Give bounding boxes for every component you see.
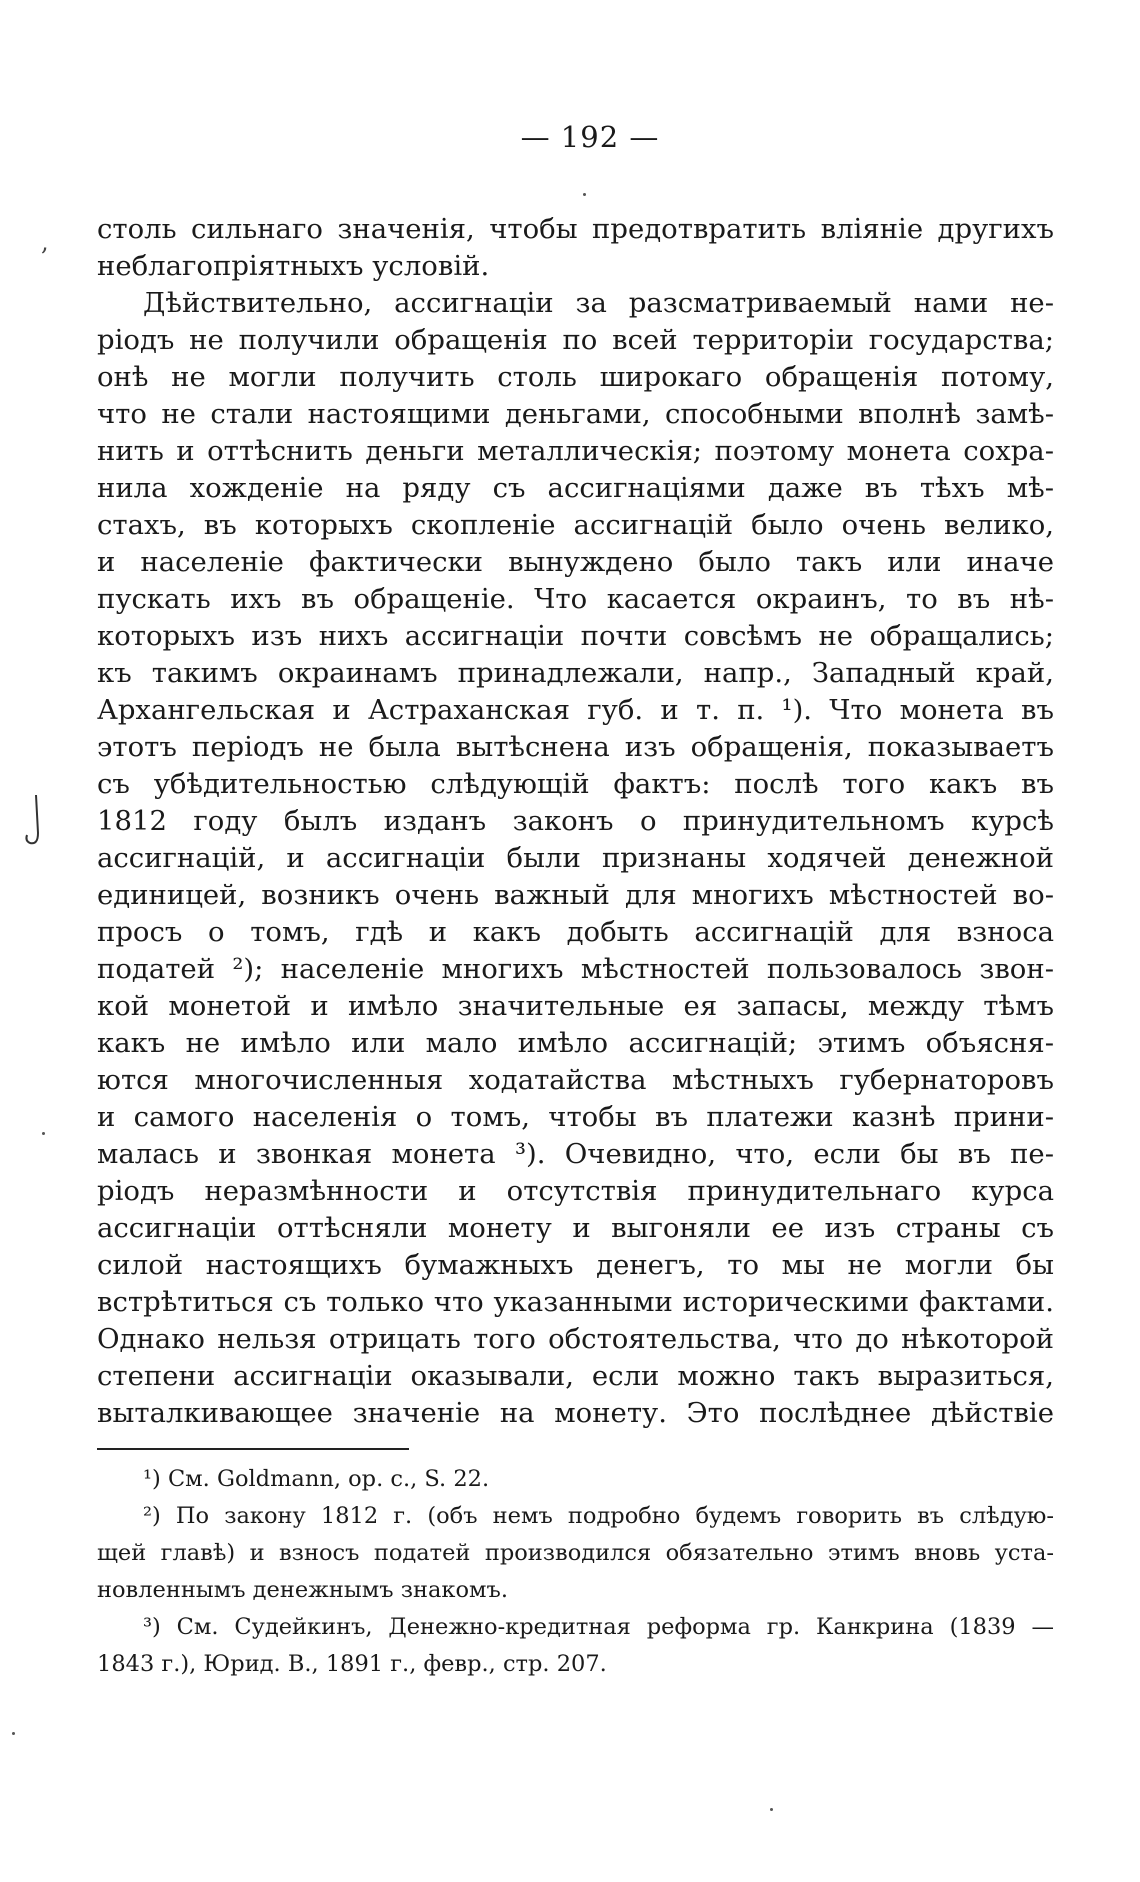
body-line: степени ассигнаціи оказывали, если можно такъ выразиться,: [97, 1360, 1054, 1392]
body-line: что не стали настоящими деньгами, способными вполнѣ замѣ-: [97, 398, 1054, 430]
scan-speck: [42, 1132, 45, 1135]
body-line: къ такимъ окраинамъ принадлежали, напр., Западный край,: [97, 657, 1054, 689]
body-line: ріодъ неразмѣнности и отсутствія принудительнаго курса: [97, 1175, 1054, 1207]
scan-speck: [770, 1808, 773, 1811]
body-line: этотъ періодъ не была вытѣснена изъ обращенія, показываетъ: [97, 731, 1054, 763]
footnote-line: новленнымъ денежнымъ знакомъ.: [97, 1577, 508, 1603]
body-line: единицей, возникъ очень важный для многихъ мѣстностей во-: [97, 879, 1054, 911]
body-line: ются многочисленныя ходатайства мѣстныхъ губернаторовъ: [97, 1064, 1054, 1096]
scan-speck: [12, 1732, 15, 1735]
margin-check-mark: [22, 793, 52, 853]
body-line: кой монетой и имѣло значительные ея запасы, между тѣмъ: [97, 990, 1054, 1022]
body-line: просъ о томъ, гдѣ и какъ добыть ассигнацій для взноса: [97, 916, 1054, 948]
body-line: выталкивающее значеніе на монету. Это послѣднее дѣйствіе: [97, 1397, 1054, 1429]
body-line: ассигнаціи оттѣсняли монету и выгоняли ее изъ страны съ: [97, 1212, 1054, 1244]
footnote-line: 1843 г.), Юрид. В., 1891 г., февр., стр. 207.: [97, 1651, 607, 1677]
body-line: нила хожденіе на ряду съ ассигнаціями даже въ тѣхъ мѣ-: [97, 472, 1054, 504]
body-line: какъ не имѣло или мало имѣло ассигнацій; этимъ объясня-: [97, 1027, 1054, 1059]
body-line: съ убѣдительностью слѣдующій фактъ: послѣ того какъ въ: [97, 768, 1054, 800]
body-line: ассигнацій, и ассигнаціи были признаны ходячей денежной: [97, 842, 1054, 874]
body-line: встрѣтиться съ только что указанными историческими фактами.: [97, 1286, 1054, 1318]
body-line: стахъ, въ которыхъ скопленіе ассигнацій было очень велико,: [97, 509, 1054, 541]
footnote-line: ¹) См. Goldmann, op. c., S. 22.: [143, 1466, 490, 1492]
footnote-line: ³) См. Судейкинъ, Денежно-кредитная реформа гр. Канкрина (1839 —: [143, 1614, 1054, 1640]
body-line: столь сильнаго значенія, чтобы предотвратить вліяніе другихъ: [97, 213, 1054, 245]
body-line: 1812 году былъ изданъ законъ о принудительномъ курсѣ: [97, 805, 1054, 837]
body-line: Однако нельзя отрицать того обстоятельства, что до нѣкоторой: [97, 1323, 1054, 1355]
body-line: малась и звонкая монета ³). Очевидно, что, если бы въ пе-: [97, 1138, 1054, 1170]
body-line: онѣ не могли получить столь широкаго обращенія потому,: [97, 361, 1054, 393]
footnote-rule: [97, 1448, 409, 1450]
body-line: и населеніе фактически вынуждено было такъ или иначе: [97, 546, 1054, 578]
body-line: силой настоящихъ бумажныхъ денегъ, то мы не могли бы: [97, 1249, 1054, 1281]
body-line: и самого населенія о томъ, чтобы въ платежи казнѣ прини-: [97, 1101, 1054, 1133]
body-text: [97, 211, 1054, 1432]
body-line: податей ²); населеніе многихъ мѣстностей пользовалось звон-: [97, 953, 1054, 985]
page-number: — 192 —: [520, 120, 660, 154]
footnote-line: ²) По закону 1812 г. (объ немъ подробно будемъ говорить въ слѣдую-: [143, 1503, 1054, 1529]
margin-tick-mark: ,: [41, 228, 49, 256]
body-line: пускать ихъ въ обращеніе. Что касается окраинъ, то въ нѣ-: [97, 583, 1054, 615]
body-line: ріодъ не получили обращенія по всей территоріи государства;: [97, 324, 1054, 356]
body-line: неблагопріятныхъ условій.: [97, 250, 490, 282]
body-line: Дѣйствительно, ассигнаціи за разсматриваемый нами не-: [143, 287, 1054, 319]
body-line: нить и оттѣснить деньги металлическія; поэтому монета сохра-: [97, 435, 1054, 467]
scan-speck: [583, 193, 586, 196]
footnotes: [97, 1461, 1054, 1683]
footnote-line: щей главѣ) и взносъ податей производился обязательно этимъ вновь уста-: [97, 1540, 1054, 1566]
body-line: Архангельская и Астраханская губ. и т. п. ¹). Что монета въ: [97, 694, 1054, 726]
body-line: которыхъ изъ нихъ ассигнаціи почти совсѣмъ не обращались;: [97, 620, 1054, 652]
